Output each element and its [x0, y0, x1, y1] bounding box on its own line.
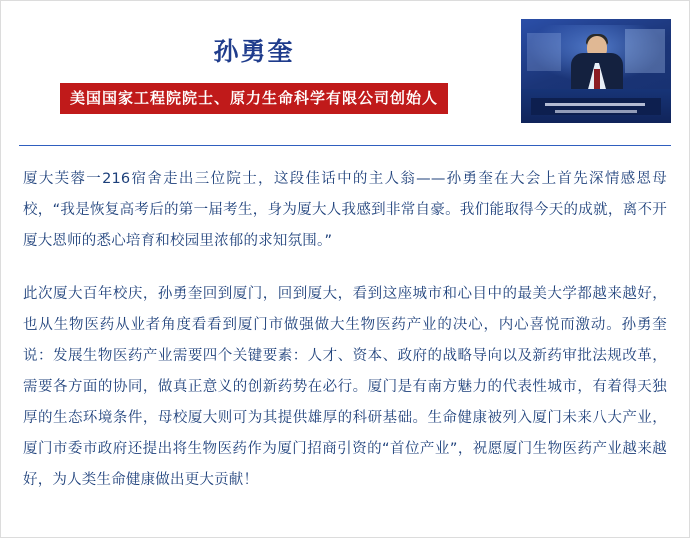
paragraph-1: 厦大芙蓉一216宿舍走出三位院士，这段佳话中的主人翁——孙勇奎在大会上首先深情感恩母校，“我是恢复高考后的第一届考生，身为厦大人我感到非常自豪。我们能取得今天的成就，离不开厦大恩师的悉心培育和校园里浓郁的求知氛围。”: [23, 171, 667, 249]
photo-panel-left: [527, 33, 561, 71]
person-title-banner: 美国国家工程院院士、原力生命科学有限公司创始人: [60, 83, 448, 114]
photo-podium-text-line-1: [545, 103, 645, 106]
speaker-photo: [521, 19, 671, 123]
photo-podium-text-line-2: [555, 110, 637, 113]
paragraph-2: 此次厦大百年校庆，孙勇奎回到厦门，回到厦大，看到这座城市和心目中的最美大学都越来越好，也从生物医药从业者角度看看到厦门市做强做大生物医药产业的决心，内心喜悦而激动。孙勇奎说：发展生物医药产业需要四个关键要素：人才、资本、政府的战略导向以及新药审批法规改革，需要各方面的协同，做真正意义的创新药势在必行。厦门是有南方魅力的代表性城市，有着得天独厚的生态环境条件，母校厦大则可为其提供雄厚的科研基础。生命健康被列入厦门未来八大产业，厦门市委市政府还提出将生物医药作为厦门招商引资的“首位产业”，祝愿厦门生物医药产业越来越好，为人类生命健康做出更大贡献！: [23, 286, 667, 488]
article-header: [1, 1, 689, 139]
photo-panel-right: [625, 29, 665, 73]
header-text-block: [19, 15, 489, 114]
article-body: [1, 146, 689, 496]
page-title: 孙勇奎: [213, 37, 295, 66]
photo-podium: [521, 89, 671, 123]
